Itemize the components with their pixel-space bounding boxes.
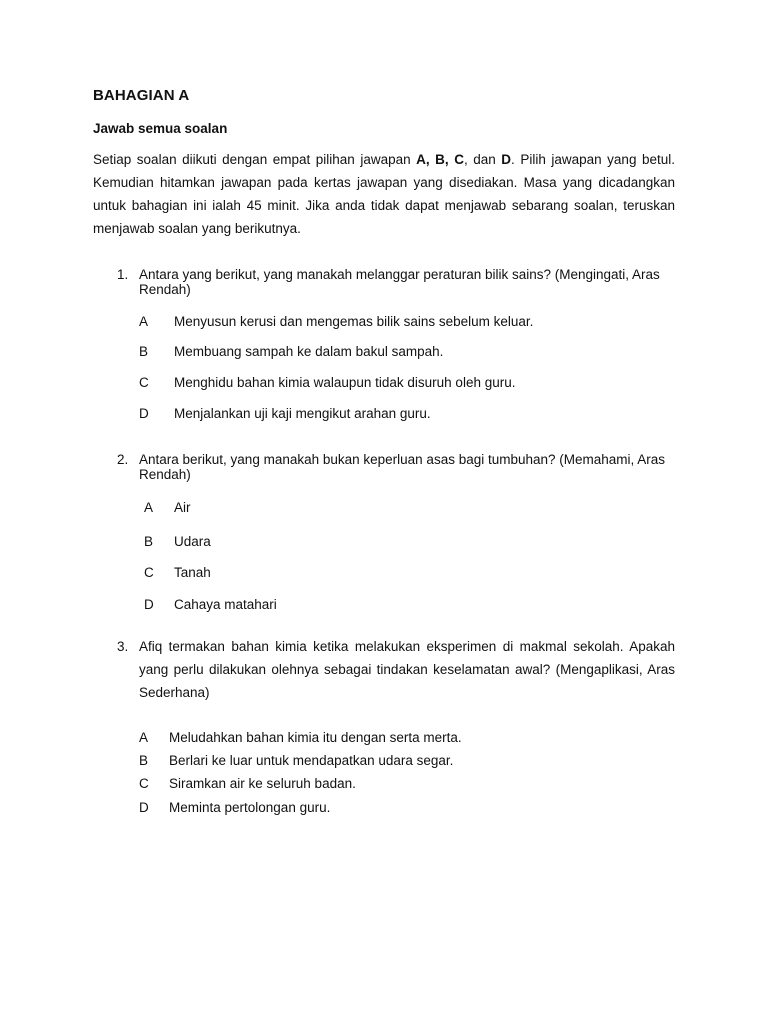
option-letter: B: [144, 534, 154, 549]
option-text: Udara: [174, 534, 211, 549]
option-text: Siramkan air ke seluruh badan.: [169, 776, 356, 791]
instructions-text-3: . Pilih jawapan yang betul. Kemudian hitamkan jawapan pada kertas jawapan yang disediakan. Masa yang dicadangkan untuk bahagian ini ialah 45 minit. Jika anda tidak dapat menjawab sebarang soalan, teruskan menjawab soalan yang berikutnya.: [93, 152, 675, 236]
option-letter: C: [144, 565, 154, 580]
section-subtitle: Jawab semua soalan: [93, 121, 228, 136]
option-letter: A: [144, 500, 154, 515]
option-text: Menghidu bahan kimia walaupun tidak disuruh oleh guru.: [174, 375, 516, 390]
option-letter: D: [139, 800, 149, 815]
question-number: 3.: [117, 639, 129, 654]
option-letter: A: [139, 314, 149, 329]
option-text: Air: [174, 500, 191, 515]
option-letter: C: [139, 375, 149, 390]
question-text: Antara berikut, yang manakah bukan keperluan asas bagi tumbuhan? (Memahami, Aras Rendah): [139, 452, 666, 482]
instructions-bold-2: D: [501, 152, 512, 167]
instructions-paragraph: [93, 148, 675, 240]
option-text: Tanah: [174, 565, 211, 580]
instructions-bold-1: A, B, C: [416, 152, 464, 167]
option-text: Membuang sampah ke dalam bakul sampah.: [174, 344, 444, 359]
option-text: Menyusun kerusi dan mengemas bilik sains sebelum keluar.: [174, 314, 534, 329]
option-letter: D: [144, 597, 154, 612]
question-number: 2.: [117, 452, 129, 467]
option-text: Cahaya matahari: [174, 597, 277, 612]
option-text: Menjalankan uji kaji mengikut arahan guru.: [174, 406, 431, 421]
option-text: Meminta pertolongan guru.: [169, 800, 331, 815]
option-letter: A: [139, 730, 149, 745]
instructions-text-1: Setiap soalan diikuti dengan empat pilihan jawapan: [93, 152, 417, 167]
question-text: Antara yang berikut, yang manakah melanggar peraturan bilik sains? (Mengingati, Aras Rendah): [139, 267, 660, 297]
section-title: BAHAGIAN A: [93, 87, 190, 104]
instructions-text-2: , dan: [463, 152, 502, 167]
option-letter: C: [139, 776, 149, 791]
option-text: Meludahkan bahan kimia itu dengan serta merta.: [169, 730, 462, 745]
option-letter: B: [139, 753, 149, 768]
option-letter: D: [139, 406, 149, 421]
question-number: 1.: [117, 267, 129, 282]
option-text: Berlari ke luar untuk mendapatkan udara segar.: [169, 753, 454, 768]
option-letter: B: [139, 344, 149, 359]
question-text: Afiq termakan bahan kimia ketika melakukan eksperimen di makmal sekolah. Apakah yang perlu dilakukan olehnya sebagai tindakan keselamatan awal? (Mengaplikasi, Aras Sederhana): [139, 639, 675, 700]
